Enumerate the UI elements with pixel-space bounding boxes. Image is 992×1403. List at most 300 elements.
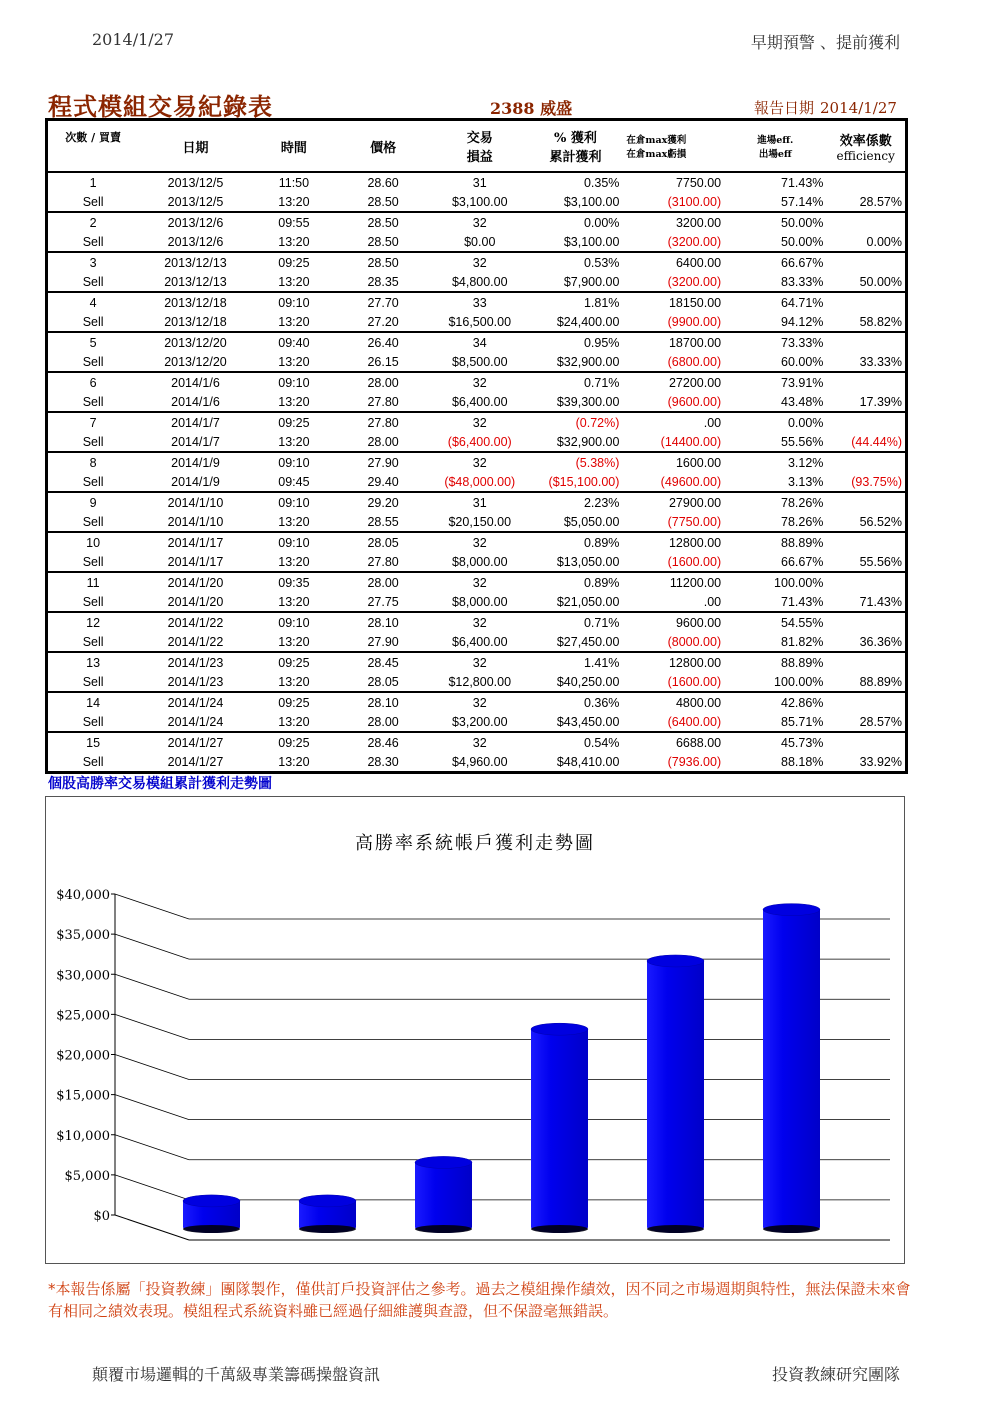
cell-maxl: (3200.00): [667, 274, 722, 289]
cell-cum: $24,400.00: [556, 314, 620, 329]
cell-eff1: 0.00%: [787, 415, 824, 430]
cell-side: Sell: [82, 594, 104, 609]
cell-eff2: 81.82%: [781, 634, 824, 649]
cell-eff1: 54.55%: [781, 615, 824, 630]
cell-qty: 32: [472, 735, 487, 750]
cell-price2: 28.05: [367, 674, 399, 689]
cell-eff2: 66.67%: [781, 554, 824, 569]
cell-date1: 2014/1/22: [167, 615, 224, 630]
table-row: [47, 352, 907, 372]
table-row: [47, 312, 907, 332]
cell-side: Sell: [82, 634, 104, 649]
bar-shadow: [415, 1225, 472, 1233]
col-max: [622, 120, 724, 173]
cell-no: 5: [89, 335, 97, 350]
cell-efc: 71.43%: [859, 594, 902, 609]
cell-cum: $3,100.00: [563, 234, 620, 249]
table-row: [47, 292, 907, 312]
y-tick-label: $0: [93, 1209, 110, 1224]
report-label: 報告日期: [754, 99, 815, 117]
cell-eff1: 71.43%: [781, 175, 824, 190]
cell-time2: 13:20: [278, 674, 310, 689]
cell-maxp: 11200.00: [669, 575, 722, 590]
cell-pl: $4,960.00: [451, 754, 508, 769]
cell-eff1: 88.89%: [781, 535, 824, 550]
cell-price1: 27.70: [367, 295, 399, 310]
cell-price2: 28.00: [367, 714, 399, 729]
cell-eff2: 88.18%: [781, 754, 824, 769]
cell-price2: 29.40: [367, 474, 399, 489]
table-row: [47, 752, 907, 773]
table-row: [47, 652, 907, 672]
cell-price1: 28.10: [367, 615, 399, 630]
cell-empty: [826, 612, 906, 632]
gridline-diag: [115, 894, 189, 919]
cell-pct: 0.54%: [583, 735, 620, 750]
cell-pl: $4,800.00: [451, 274, 508, 289]
cell-eff2: 3.13%: [787, 474, 824, 489]
cell-date2: 2014/1/20: [167, 594, 224, 609]
cell-qty: 32: [472, 255, 487, 270]
cell-side: Sell: [82, 274, 104, 289]
cell-maxl: (6800.00): [667, 354, 722, 369]
cell-eff2: 50.00%: [781, 234, 824, 249]
cell-no: 14: [86, 695, 101, 710]
cell-qty: 32: [472, 535, 487, 550]
cell-price2: 28.30: [367, 754, 399, 769]
cell-price1: 28.50: [367, 255, 399, 270]
cell-time1: 09:25: [278, 695, 310, 710]
cell-cum: ($15,100.00): [548, 474, 620, 489]
cell-eff2: 55.56%: [781, 434, 824, 449]
cell-price2: 26.15: [367, 354, 399, 369]
cell-date1: 2014/1/23: [167, 655, 224, 670]
cell-time2: 13:20: [278, 714, 310, 729]
cell-date1: 2014/1/27: [167, 735, 224, 750]
col-no: 次數 / 買賣: [47, 120, 139, 173]
cell-time1: 09:10: [278, 495, 310, 510]
cell-date2: 2014/1/7: [171, 434, 220, 449]
table-header: [47, 120, 907, 173]
trade-group: [47, 732, 907, 773]
cell-eff1: 3.12%: [787, 455, 824, 470]
cell-cum: $32,900.00: [556, 434, 620, 449]
cell-date2: 2014/1/17: [167, 554, 224, 569]
cell-eff2: 60.00%: [781, 354, 824, 369]
cell-pl: $6,400.00: [451, 394, 508, 409]
cell-date1: 2014/1/7: [171, 415, 220, 430]
cell-time2: 13:20: [278, 594, 310, 609]
col-date: 日期: [138, 120, 252, 173]
cell-time2: 13:20: [278, 554, 310, 569]
cell-maxp: 9600.00: [675, 615, 722, 630]
cell-eff2: 85.71%: [781, 714, 824, 729]
cell-date1: 2014/1/24: [167, 695, 224, 710]
cell-no: 6: [89, 375, 97, 390]
cell-qty: 32: [472, 575, 487, 590]
cell-price1: 28.50: [367, 215, 399, 230]
cell-maxl: (6400.00): [667, 714, 722, 729]
bar-top: [299, 1195, 356, 1207]
cell-eff1: 73.91%: [781, 375, 824, 390]
cell-eff1: 64.71%: [781, 295, 824, 310]
cell-price2: 27.80: [367, 394, 399, 409]
cell-efc: 28.57%: [859, 714, 902, 729]
table-row: [47, 712, 907, 732]
cell-date2: 2013/12/20: [164, 354, 227, 369]
cell-side: Sell: [82, 714, 104, 729]
cell-side: Sell: [82, 754, 104, 769]
cell-price1: 28.10: [367, 695, 399, 710]
table-row: [47, 392, 907, 412]
bar: [763, 910, 820, 1233]
cell-eff2: 94.12%: [781, 314, 824, 329]
cell-maxl: (9900.00): [667, 314, 722, 329]
cell-efc: 50.00%: [859, 274, 902, 289]
cell-empty: [826, 652, 906, 672]
cell-maxp: 6688.00: [675, 735, 722, 750]
cell-price2: 28.00: [367, 434, 399, 449]
cell-qty: 32: [472, 375, 487, 390]
cell-pl: $0.00: [464, 234, 496, 249]
trade-group: [47, 692, 907, 732]
cell-maxl: (8000.00): [667, 634, 722, 649]
table-row: [47, 532, 907, 552]
col-efc-top: 效率係數: [839, 133, 892, 149]
bar-shadow: [763, 1225, 820, 1233]
trade-group: [47, 572, 907, 612]
cell-date1: 2014/1/9: [171, 455, 220, 470]
cell-price2: 27.90: [367, 634, 399, 649]
cell-price1: 28.45: [367, 655, 399, 670]
cell-no: 4: [89, 295, 97, 310]
cell-side: Sell: [82, 394, 104, 409]
cell-cum: $5,050.00: [563, 514, 620, 529]
table-row: [47, 212, 907, 232]
cell-price1: 28.05: [367, 535, 399, 550]
cell-cum: $43,450.00: [556, 714, 620, 729]
col-price: 價格: [335, 120, 431, 173]
cell-empty: [826, 492, 906, 512]
table-row: [47, 552, 907, 572]
cell-pct: 0.89%: [583, 535, 620, 550]
col-cum: [529, 120, 623, 173]
cell-price2: 28.55: [367, 514, 399, 529]
cell-price2: 27.75: [367, 594, 399, 609]
footer-left: 顛覆市場邏輯的千萬級專業籌碼操盤資訊: [92, 1365, 381, 1384]
cell-pct: 2.23%: [583, 495, 620, 510]
header-date: 2014/1/27: [92, 30, 175, 49]
cell-time2: 13:20: [278, 434, 310, 449]
cell-pl: $8,000.00: [451, 594, 508, 609]
col-max-bottom: 在倉max虧損: [626, 149, 687, 160]
cell-maxl: (14400.00): [660, 434, 722, 449]
table-row: [47, 452, 907, 472]
cell-date1: 2014/1/17: [167, 535, 224, 550]
cell-efc: 33.33%: [859, 354, 902, 369]
cell-efc: 0.00%: [866, 234, 902, 249]
cell-empty: [826, 292, 906, 312]
bar: [647, 961, 704, 1233]
cell-time2: 13:20: [278, 634, 310, 649]
table-row: [47, 612, 907, 632]
cell-date2: 2013/12/6: [167, 234, 224, 249]
y-tick-label: $15,000: [56, 1088, 110, 1104]
cell-time1: 09:25: [278, 415, 310, 430]
cell-side: Sell: [82, 314, 104, 329]
cell-eff1: 73.33%: [781, 335, 824, 350]
trade-group: [47, 372, 907, 412]
cell-maxp: 4800.00: [675, 695, 722, 710]
cell-pct: (0.72%): [575, 415, 620, 430]
cell-eff2: 100.00%: [774, 674, 824, 689]
bar-top: [531, 1023, 588, 1035]
cell-date2: 2014/1/10: [167, 514, 224, 529]
cell-empty: [826, 732, 906, 752]
cell-pl: ($6,400.00): [447, 434, 512, 449]
col-eff-bottom: 出場eff: [758, 149, 792, 160]
cell-side: Sell: [82, 514, 104, 529]
cell-pl: $20,150.00: [448, 514, 512, 529]
bar-shadow: [183, 1225, 240, 1233]
trade-group: [47, 612, 907, 652]
table-row: [47, 672, 907, 692]
cell-empty: [826, 172, 906, 192]
cell-pl: $12,800.00: [448, 674, 512, 689]
bar-top: [183, 1195, 240, 1207]
cell-pct: (5.38%): [575, 455, 620, 470]
gridline-diag: [115, 934, 189, 959]
cell-pct: 0.89%: [583, 575, 620, 590]
cell-pct: 0.71%: [583, 615, 620, 630]
gridline-diag: [115, 1055, 189, 1080]
trade-group: [47, 252, 907, 292]
cell-empty: [826, 372, 906, 392]
cell-side: Sell: [82, 354, 104, 369]
cell-empty: [826, 572, 906, 592]
cell-efc: 28.57%: [859, 194, 902, 209]
col-efficiency: [826, 120, 906, 173]
cell-qty: 32: [472, 695, 487, 710]
cell-eff2: 43.48%: [781, 394, 824, 409]
cell-price1: 26.40: [367, 335, 399, 350]
cell-date2: 2014/1/22: [167, 634, 224, 649]
trade-group: [47, 292, 907, 332]
floor-edge: [115, 1215, 189, 1240]
cell-empty: [826, 252, 906, 272]
table-row: [47, 492, 907, 512]
cell-maxp: 18700.00: [668, 335, 722, 350]
cell-qty: 31: [472, 175, 487, 190]
col-cum-top: % 獲利: [554, 131, 597, 146]
cell-empty: [826, 212, 906, 232]
cell-efc: 55.56%: [859, 554, 902, 569]
cell-qty: 32: [472, 215, 487, 230]
page-title: 程式模組交易紀錄表: [48, 92, 273, 121]
gridline-diag: [115, 1014, 189, 1039]
bar-top: [415, 1156, 472, 1168]
cell-time2: 13:20: [278, 754, 310, 769]
trade-group: [47, 212, 907, 252]
cell-maxp: 6400.00: [675, 255, 722, 270]
cell-qty: 32: [472, 655, 487, 670]
cell-side: Sell: [82, 434, 104, 449]
cell-cum: $39,300.00: [556, 394, 620, 409]
cell-no: 2: [89, 215, 97, 230]
cell-pl: $3,100.00: [451, 194, 508, 209]
cell-eff1: 100.00%: [774, 575, 824, 590]
cell-eff1: 88.89%: [781, 655, 824, 670]
cell-side: Sell: [82, 554, 104, 569]
cell-no: 3: [89, 255, 97, 270]
table-row: [47, 692, 907, 712]
cell-eff2: 71.43%: [781, 594, 824, 609]
cell-cum: $7,900.00: [563, 274, 620, 289]
cell-time1: 09:25: [278, 255, 310, 270]
table-row: [47, 272, 907, 292]
table-row: [47, 432, 907, 452]
table-row: [47, 472, 907, 492]
cell-time2: 13:20: [278, 194, 310, 209]
cell-pct: 0.36%: [583, 695, 620, 710]
cell-qty: 32: [472, 455, 487, 470]
cell-cum: $3,100.00: [563, 194, 620, 209]
cell-time2: 13:20: [278, 514, 310, 529]
chart-section-title: 個股高勝率交易模組累計獲利走勢圖: [48, 776, 272, 792]
cell-price2: 27.80: [367, 554, 399, 569]
table-row: [47, 172, 907, 192]
cell-efc: 88.89%: [859, 674, 902, 689]
cell-time1: 09:10: [278, 375, 310, 390]
cell-no: 10: [86, 535, 101, 550]
cell-time2: 13:20: [278, 354, 310, 369]
gridline-diag: [115, 1095, 189, 1120]
cell-eff1: 45.73%: [781, 735, 824, 750]
cell-time1: 09:55: [278, 215, 310, 230]
cell-maxp: 18150.00: [668, 295, 722, 310]
cell-side: Sell: [82, 474, 104, 489]
report-date-value: 2014/1/27: [820, 99, 897, 117]
cell-time1: 09:10: [278, 535, 310, 550]
cell-cum: $27,450.00: [556, 634, 620, 649]
cell-pct: 1.81%: [583, 295, 620, 310]
cell-no: 12: [86, 615, 101, 630]
table-row: [47, 632, 907, 652]
table-row: [47, 572, 907, 592]
cell-time1: 09:35: [278, 575, 310, 590]
cell-time2: 13:20: [278, 394, 310, 409]
cell-time2: 09:45: [278, 474, 310, 489]
cell-price1: 27.80: [367, 415, 399, 430]
cell-price1: 28.46: [367, 735, 399, 750]
cell-date2: 2014/1/6: [171, 394, 220, 409]
cell-date2: 2013/12/5: [167, 194, 224, 209]
y-tick-label: $10,000: [56, 1128, 110, 1144]
trade-group: [47, 492, 907, 532]
cell-price2: 28.35: [367, 274, 399, 289]
cell-no: 1: [89, 175, 97, 190]
bar-top: [647, 955, 704, 967]
cell-efc: (44.44%): [851, 434, 902, 449]
cell-qty: 32: [472, 615, 487, 630]
cell-eff1: 66.67%: [781, 255, 824, 270]
col-pl: [431, 120, 528, 173]
table-row: [47, 592, 907, 612]
cell-efc: 17.39%: [859, 394, 902, 409]
cell-maxp: 12800.00: [668, 655, 722, 670]
cell-side: Sell: [82, 234, 104, 249]
cell-no: 7: [89, 415, 97, 430]
cell-pct: 0.00%: [583, 215, 620, 230]
cell-price1: 28.00: [367, 375, 399, 390]
y-tick-label: $25,000: [56, 1008, 110, 1024]
cell-efc: 58.82%: [859, 314, 902, 329]
chart-title: 高勝率系統帳戶獲利走勢圖: [355, 833, 595, 854]
bar: [415, 1162, 472, 1233]
cell-cum: $21,050.00: [556, 594, 620, 609]
cell-pct: 0.95%: [583, 335, 620, 350]
trade-group: [47, 452, 907, 492]
profit-chart: [46, 797, 904, 1263]
cell-pct: 0.35%: [583, 175, 620, 190]
cell-price1: 29.20: [367, 495, 399, 510]
col-eff: [724, 120, 826, 173]
cell-price1: 28.60: [367, 175, 399, 190]
cell-efc: (93.75%): [851, 474, 902, 489]
bar: [531, 1029, 588, 1233]
cell-maxl: (7750.00): [667, 514, 722, 529]
cell-pl: $16,500.00: [448, 314, 512, 329]
cell-price2: 27.20: [367, 314, 399, 329]
cell-eff2: 83.33%: [781, 274, 824, 289]
disclaimer-note: *本報告係屬「投資教練」團隊製作，僅供訂戶投資評估之參考。過去之模組操作績效，因不同之市場週期與特性，無法保證未來會有相同之績效表現。模組程式系統資料雖已經過仔細維護與查證，但不保證毫無錯誤。: [48, 1280, 911, 1320]
cell-time1: 09:25: [278, 655, 310, 670]
trade-group: [47, 532, 907, 572]
trade-group: [47, 412, 907, 452]
cell-efc: 33.92%: [859, 754, 902, 769]
cell-date1: 2013/12/5: [167, 175, 224, 190]
cell-empty: [826, 692, 906, 712]
cell-date1: 2013/12/18: [164, 295, 227, 310]
cell-date1: 2014/1/6: [171, 375, 220, 390]
y-tick-label: $40,000: [56, 888, 110, 903]
table-row: [47, 192, 907, 212]
cell-pct: 0.71%: [583, 375, 620, 390]
cell-maxl: (7936.00): [667, 754, 722, 769]
cell-maxl: .00: [703, 594, 722, 609]
table-row: [47, 252, 907, 272]
cell-date2: 2013/12/13: [164, 274, 227, 289]
cell-maxl: (1600.00): [667, 674, 722, 689]
cell-pct: 1.41%: [583, 655, 620, 670]
cell-date2: 2014/1/9: [171, 474, 220, 489]
cell-date2: 2014/1/24: [167, 714, 224, 729]
trade-group: [47, 652, 907, 692]
cell-maxp: 27200.00: [668, 375, 722, 390]
cell-empty: [826, 412, 906, 432]
cell-efc: 36.36%: [859, 634, 902, 649]
cell-maxp: 7750.00: [675, 175, 722, 190]
cell-date1: 2014/1/10: [167, 495, 224, 510]
gridline-diag: [115, 1175, 189, 1200]
col-cum-bottom: 累計獲利: [549, 150, 602, 165]
cell-no: 9: [89, 495, 97, 510]
cell-cum: $48,410.00: [556, 754, 620, 769]
bar-shadow: [647, 1225, 704, 1233]
cell-cum: $32,900.00: [556, 354, 620, 369]
cell-time1: 09:10: [278, 455, 310, 470]
col-max-top: 在倉max獲利: [626, 135, 687, 146]
